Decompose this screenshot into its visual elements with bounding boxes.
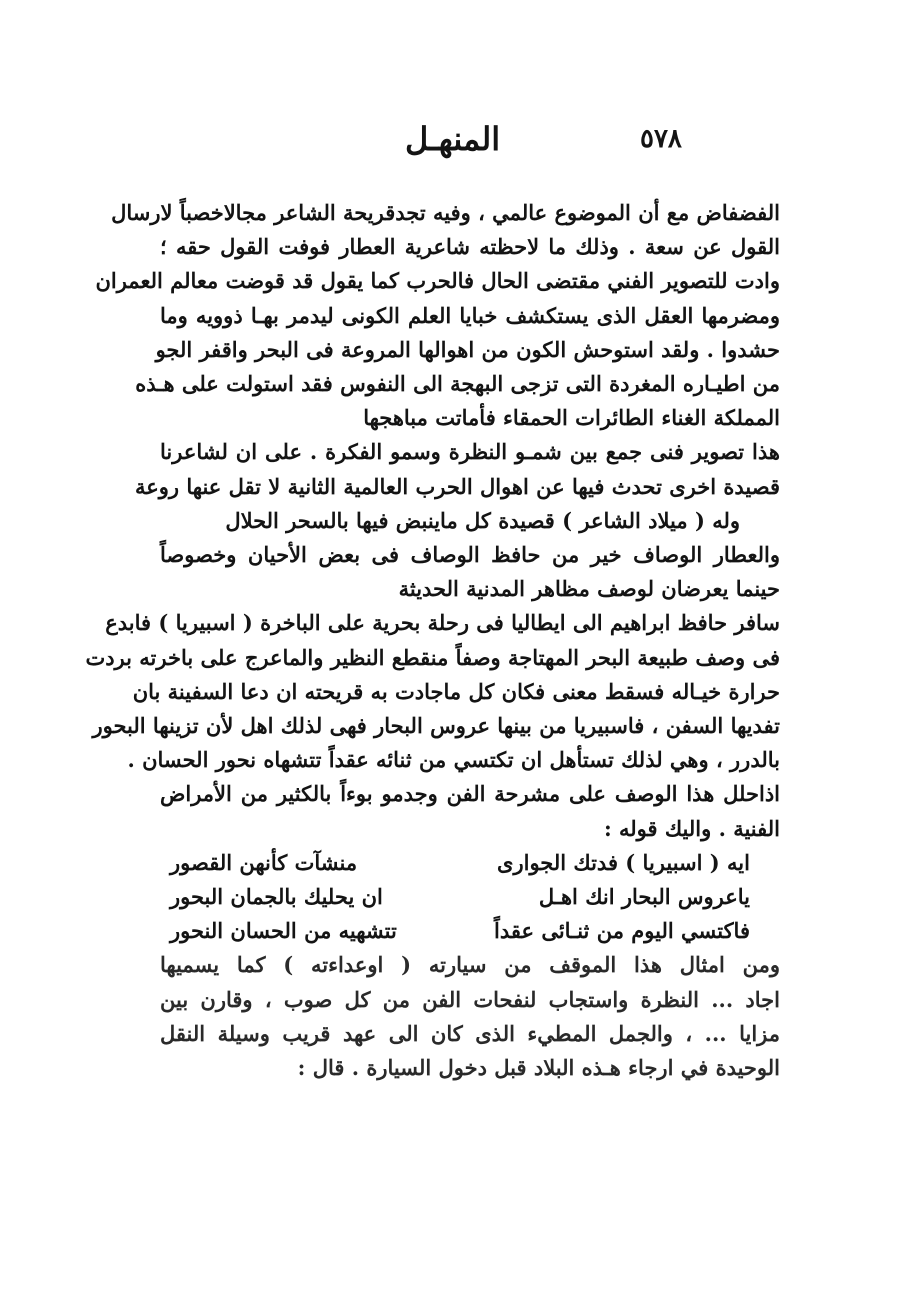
page-header — [0, 120, 900, 170]
text-line: قصيدة اخرى تحدث فيها عن اهوال الحرب العالمية الثانية لا تقل عنها روعة — [134, 473, 780, 499]
text-line: ومضرمها العقل الذى يستكشف خبايا العلم الكونى ليدمر بهـا ذوويه وما — [160, 302, 780, 328]
text-line: حشدوا . ولقد استوحش الكون من اهوالها المروعة فى البحر واقفر الجو — [155, 336, 780, 362]
text-line: اجاد ... النظرة واستجاب لنفحات الفن من كل صوب ، وقارن بين — [160, 986, 780, 1012]
verse-second-hemistich: تتشهيه من الحسان النحور — [170, 918, 397, 944]
text-line: الوحيدة في ارجاء هـذه البلاد قبل دخول السيارة . قال : — [297, 1055, 780, 1081]
text-line: حرارة خيـاله فسقط معنى فكان كل ماجادت به قريحته ان دعا السفينة بان — [132, 678, 780, 704]
poem-verse — [160, 880, 780, 914]
text-line: ومن امثال هذا الموقف من سيارته ( اوعداءته ) كما يسميها — [160, 952, 780, 978]
text-line: تفديها السفن ، فاسبيريا من بينها عروس البحار فهى لذلك اهل لأن تزينها البحور — [92, 713, 780, 739]
text-line: حينما يعرضان لوصف مظاهر المدنية الحديثة — [398, 576, 780, 602]
running-title: المنهـل — [405, 120, 501, 158]
verse-second-hemistich: ان يحليك بالجمان البحور — [170, 884, 383, 910]
article-body — [85, 196, 780, 1085]
poem-verse — [160, 846, 780, 880]
verse-first-hemistich: فاكتسي اليوم من ثنـائى عقداً — [494, 918, 750, 944]
text-line: والعطار الوصاف خير من حافظ الوصاف فى بعض الأحيان وخصوصاً — [160, 542, 780, 568]
text-line: اذاحلل هذا الوصف على مشرحة الفن وجدمو بوءاً بالكثير من الأمراض — [160, 781, 780, 807]
text-line: المملكة الغناء الطائرات الحمقاء فأماتت مباهجها — [363, 405, 780, 431]
poem-verse — [160, 914, 780, 948]
text-line: من اطيـاره المغردة التى تزجى البهجة الى النفوس فقد استولت على هـذه — [135, 371, 780, 397]
text-line: وادت للتصوير الفني مقتضى الحال فالحرب كما يقول قد قوضت معالم العمران — [95, 268, 780, 294]
text-line: فى وصف طبيعة البحر المهتاجة وصفاً منقطع النظير والماعرج على باخرته بردت — [85, 644, 780, 670]
text-line: سافر حافظ ابراهيم الى ايطاليا فى رحلة بحرية على الباخرة ( اسبيريا ) فابدع — [105, 610, 780, 636]
text-line: الفضفاض مع أن الموضوع عالمي ، وفيه تجدقريحة الشاعر مجالاخصباً لارسال — [111, 200, 780, 225]
text-line: القول عن سعة . وذلك ما لاحظته شاعرية العطار فوفت القول حقه ؛ — [160, 234, 780, 260]
text-line: بالدرر ، وهي لذلك تستأهل ان تكتسي من ثنائه عقداً تتشهاه نحور الحسان . — [127, 747, 780, 773]
page-number: ٥٧٨ — [640, 124, 682, 154]
text-line: هذا تصوير فنى جمع بين شمـو النظرة وسمو الفكرة . على ان لشاعرنا — [160, 439, 780, 465]
verse-first-hemistich: ايه ( اسبيريا ) فدتك الجوارى — [497, 849, 750, 875]
text-line: الفنية . واليك قوله : — [603, 815, 780, 841]
text-line: مزايا ... ، والجمل المطيء الذى كان الى عهد قريب وسيلة النقل — [160, 1020, 780, 1046]
verse-first-hemistich: ياعروس البحار انك اهـل — [538, 884, 750, 910]
text-line: وله ( ميلاد الشاعر ) قصيدة كل ماينبض فيها بالسحر الحلال — [225, 507, 740, 533]
verse-second-hemistich: منشآت كأنهن القصور — [170, 849, 358, 875]
